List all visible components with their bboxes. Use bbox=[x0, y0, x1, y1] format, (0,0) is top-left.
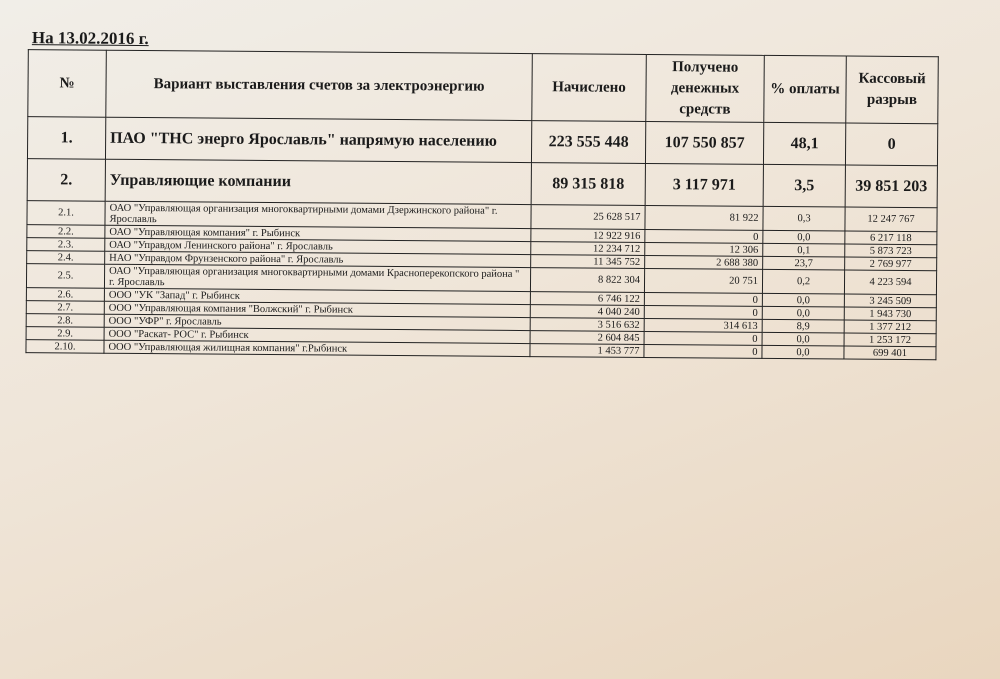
row-num: 2.8. bbox=[26, 314, 104, 328]
row-charged: 25 628 517 bbox=[531, 205, 645, 230]
row-received: 2 688 380 bbox=[645, 255, 763, 269]
header-gap: Кассовый разрыв bbox=[846, 56, 939, 124]
row-charged: 1 453 777 bbox=[530, 344, 644, 358]
row-received: 12 306 bbox=[645, 242, 763, 256]
row-percent: 48,1 bbox=[763, 122, 845, 165]
row-gap: 3 245 509 bbox=[844, 294, 936, 308]
row-gap: 0 bbox=[845, 123, 937, 166]
row-name: ООО "Управляющая жилищная компания" г.Рыбинск bbox=[104, 340, 530, 356]
row-charged: 223 555 448 bbox=[531, 121, 645, 164]
date-heading: На 13.02.2016 г. bbox=[31, 28, 149, 49]
row-charged: 12 922 916 bbox=[531, 229, 645, 243]
row-gap: 5 873 723 bbox=[845, 244, 937, 258]
header-received: Получено денежных средств bbox=[646, 54, 765, 122]
row-charged: 3 516 632 bbox=[530, 318, 644, 332]
row-num: 2.1. bbox=[27, 201, 105, 226]
row-received: 81 922 bbox=[645, 205, 763, 230]
row-charged: 4 040 240 bbox=[530, 305, 644, 319]
document-sheet bbox=[9, 28, 930, 360]
row-percent: 0,1 bbox=[763, 243, 845, 257]
row-num: 2.5. bbox=[26, 264, 104, 289]
row-name: ООО "Управляющая компания "Волжский" г. Рыбинск bbox=[104, 301, 530, 317]
row-received: 314 613 bbox=[644, 318, 762, 332]
header-num: № bbox=[28, 50, 107, 118]
row-name: Управляющие компании bbox=[105, 159, 531, 204]
row-percent: 0,0 bbox=[762, 332, 844, 346]
row-received: 0 bbox=[644, 305, 762, 319]
row-num: 2.4. bbox=[27, 251, 105, 265]
row-name: ПАО "ТНС энерго Ярославль" напрямую населению bbox=[105, 117, 531, 162]
row-charged: 6 746 122 bbox=[530, 292, 644, 306]
row-charged: 2 604 845 bbox=[530, 331, 644, 345]
row-name: ОАО "Управляющая организация многоквартирными домами Дзержинского района" г. Ярославль bbox=[105, 201, 531, 228]
header-percent: % оплаты bbox=[764, 55, 847, 123]
row-charged: 12 234 712 bbox=[531, 242, 645, 256]
row-gap: 6 217 118 bbox=[845, 231, 937, 245]
row-num: 2.6. bbox=[26, 288, 104, 302]
row-name: НАО "Управдом Фрунзенского района" г. Ярославль bbox=[105, 251, 531, 267]
row-received: 0 bbox=[644, 344, 762, 358]
header-variant: Вариант выставления счетов за электроэнергию bbox=[106, 50, 533, 120]
row-num: 2. bbox=[27, 159, 105, 202]
row-percent: 0,0 bbox=[762, 345, 844, 359]
row-received: 3 117 971 bbox=[645, 163, 763, 206]
row-num: 2.10. bbox=[26, 340, 104, 354]
row-name: ОАО "Управдом Ленинского района" г. Ярославль bbox=[105, 238, 531, 254]
row-percent: 3,5 bbox=[763, 164, 845, 207]
row-received: 0 bbox=[644, 292, 762, 306]
row-charged: 11 345 752 bbox=[531, 255, 645, 269]
row-percent: 8,9 bbox=[762, 319, 844, 333]
row-num: 2.9. bbox=[26, 327, 104, 341]
row-gap: 1 943 730 bbox=[844, 307, 936, 321]
row-gap: 4 223 594 bbox=[844, 270, 936, 295]
row-charged: 89 315 818 bbox=[531, 163, 645, 206]
row-charged: 8 822 304 bbox=[530, 268, 644, 293]
row-num: 2.3. bbox=[27, 238, 105, 252]
row-num: 2.7. bbox=[26, 301, 104, 315]
table-header-row bbox=[28, 50, 938, 124]
row-percent: 23,7 bbox=[763, 256, 845, 270]
row-received: 0 bbox=[644, 331, 762, 345]
row-gap: 2 769 977 bbox=[845, 257, 937, 271]
row-gap: 12 247 767 bbox=[845, 207, 937, 232]
row-percent: 0,3 bbox=[763, 206, 845, 231]
row-num: 1. bbox=[27, 117, 105, 160]
payments-table bbox=[25, 49, 938, 360]
row-percent: 0,0 bbox=[763, 230, 845, 244]
row-name: ООО "УФР" г. Ярославль bbox=[104, 314, 530, 330]
row-gap: 699 401 bbox=[844, 346, 936, 360]
row-gap: 1 377 212 bbox=[844, 320, 936, 334]
row-gap: 1 253 172 bbox=[844, 333, 936, 347]
header-charged: Начислено bbox=[532, 54, 647, 122]
row-name: ООО "УК "Запад" г. Рыбинск bbox=[104, 288, 530, 304]
row-gap: 39 851 203 bbox=[845, 165, 937, 208]
row-percent: 0,2 bbox=[762, 269, 844, 294]
row-name: ОАО "Управляющая компания" г. Рыбинск bbox=[105, 225, 531, 241]
row-num: 2.2. bbox=[27, 225, 105, 239]
row-percent: 0,0 bbox=[762, 293, 844, 307]
row-name: ООО "Раскат- РОС" г. Рыбинск bbox=[104, 327, 530, 343]
row-received: 107 550 857 bbox=[645, 121, 763, 164]
table-row bbox=[27, 117, 937, 166]
row-received: 20 751 bbox=[644, 268, 762, 293]
row-received: 0 bbox=[645, 229, 763, 243]
row-name: ОАО "Управляющая организация многоквартирными домами Красноперекопского района " г. Ярославль bbox=[104, 264, 530, 291]
table-row bbox=[27, 159, 937, 208]
row-percent: 0,0 bbox=[762, 306, 844, 320]
